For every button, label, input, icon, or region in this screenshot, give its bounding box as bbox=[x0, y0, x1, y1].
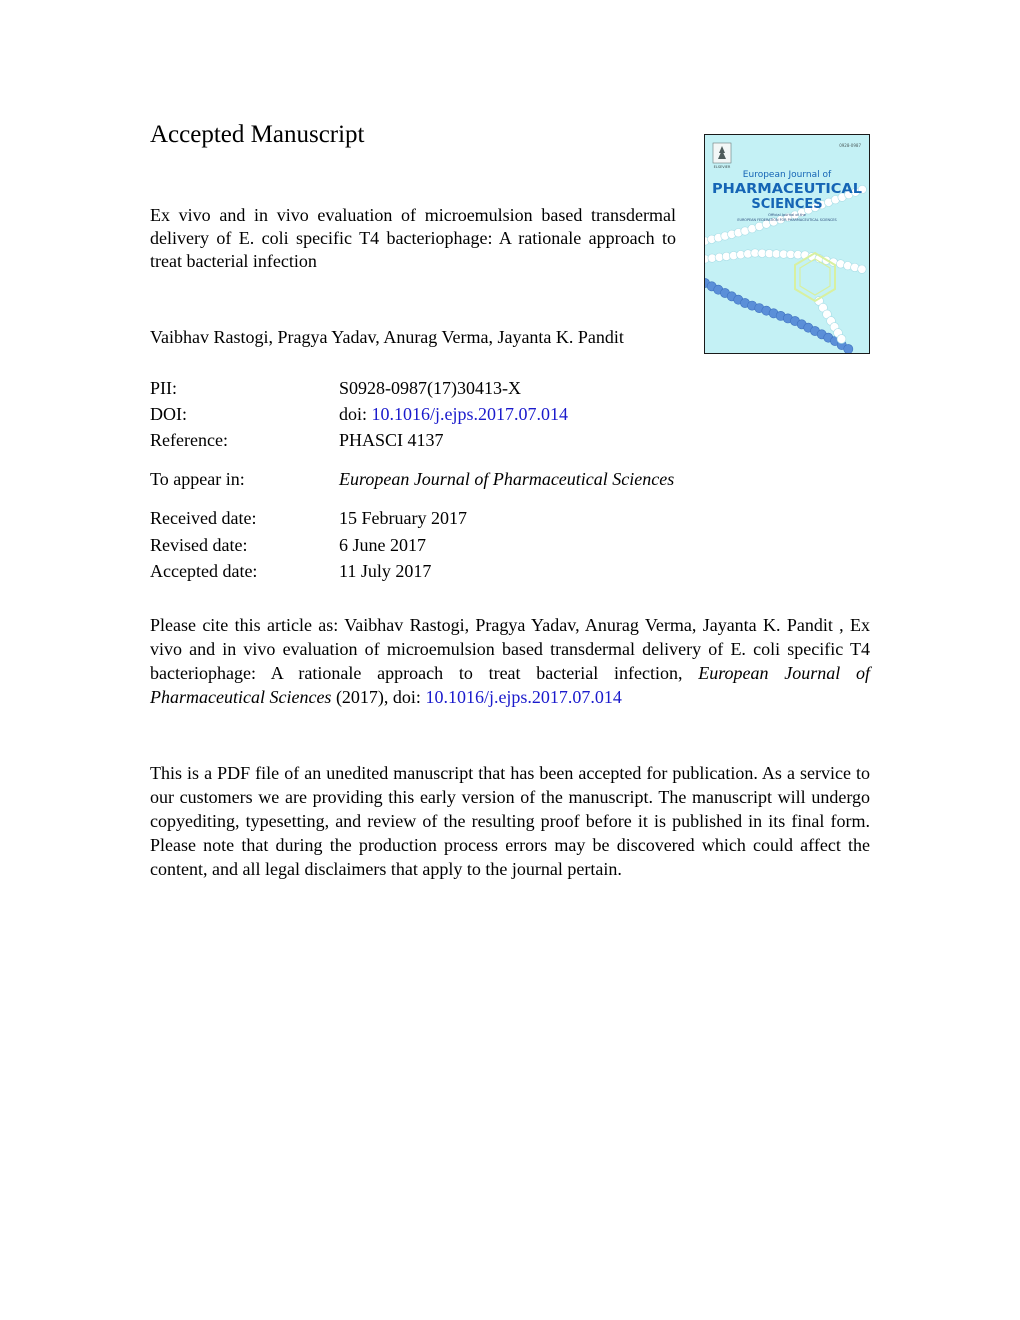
manuscript-notice: This is a PDF file of an unedited manuscript that has been accepted for publication. As a service to our customers we are providing this early version of the manuscript. The manuscript will undergo copyediting, typesetting, and review of the resulting proof before it is published in its final form. Please note that during the production process errors may be discovered which could affect the content, and all legal disclaimers that apply to the journal pertain. bbox=[150, 763, 870, 879]
meta-reference-label: Reference: bbox=[150, 430, 228, 450]
article-title: Ex vivo and in vivo evaluation of microemulsion based transdermal delivery of E. coli specific T4 bacteriophage: A rationale approach to treat bacterial infection bbox=[150, 205, 676, 271]
meta-revised-value: 6 June 2017 bbox=[339, 535, 426, 555]
cover-journal-line3: SCIENCES bbox=[751, 197, 823, 212]
meta-pii-value: S0928-0987(17)30413-X bbox=[339, 378, 521, 398]
cover-bead bbox=[837, 335, 846, 344]
meta-accepted-label: Accepted date: bbox=[150, 561, 258, 581]
meta-appear-label: To appear in: bbox=[150, 469, 245, 489]
citation-doi-link[interactable]: 10.1016/j.ejps.2017.07.014 bbox=[425, 687, 622, 707]
meta-accepted-value: 11 July 2017 bbox=[339, 561, 432, 581]
cover-journal-line2: PHARMACEUTICAL bbox=[712, 182, 862, 197]
meta-received-value: 15 February 2017 bbox=[339, 508, 467, 528]
page-heading: Accepted Manuscript bbox=[150, 121, 365, 148]
cover-subtitle-line2: EUROPEAN FEDERATION FOR PHARMACEUTICAL SCIENCES bbox=[737, 218, 837, 222]
meta-received-label: Received date: bbox=[150, 508, 257, 528]
meta-doi-label: DOI: bbox=[150, 404, 187, 424]
journal-cover-art bbox=[705, 135, 869, 353]
citation-lead: Please cite this article as: Vaibhav Rastogi, Pragya Yadav, Anurag Verma, Jayanta K. Pandit , Ex vivo and in vivo evaluation of microemulsion based transdermal delivery of E. coli specific T4 bacteriophage: A rationale approach to treat bacterial infection, bbox=[150, 615, 870, 683]
meta-appear-value: European Journal of Pharmaceutical Sciences bbox=[339, 469, 675, 489]
meta-revised-label: Revised date: bbox=[150, 535, 248, 555]
cover-issn: 0928-0987 bbox=[839, 143, 861, 148]
meta-doi-link[interactable]: 10.1016/j.ejps.2017.07.014 bbox=[371, 404, 569, 424]
citation-journal: European Journal of Pharmaceutical Sciences bbox=[150, 663, 870, 707]
meta-doi-value bbox=[339, 403, 568, 426]
citation-year: (2017), doi: bbox=[331, 687, 426, 707]
cover-journal-line1: European Journal of bbox=[742, 170, 832, 180]
article-authors: Vaibhav Rastogi, Pragya Yadav, Anurag Verma, Jayanta K. Pandit bbox=[150, 327, 624, 347]
meta-pii-label: PII: bbox=[150, 378, 177, 398]
cover-bead bbox=[844, 344, 853, 353]
citation-paragraph bbox=[150, 613, 870, 709]
journal-cover-image bbox=[704, 134, 870, 354]
meta-doi-prefix: doi: bbox=[339, 404, 368, 424]
cover-subtitle-line1: Official Journal of the bbox=[768, 213, 806, 217]
cover-publisher: ELSEVIER bbox=[713, 165, 731, 169]
meta-reference-value: PHASCI 4137 bbox=[339, 430, 444, 450]
cover-bead bbox=[858, 265, 866, 273]
